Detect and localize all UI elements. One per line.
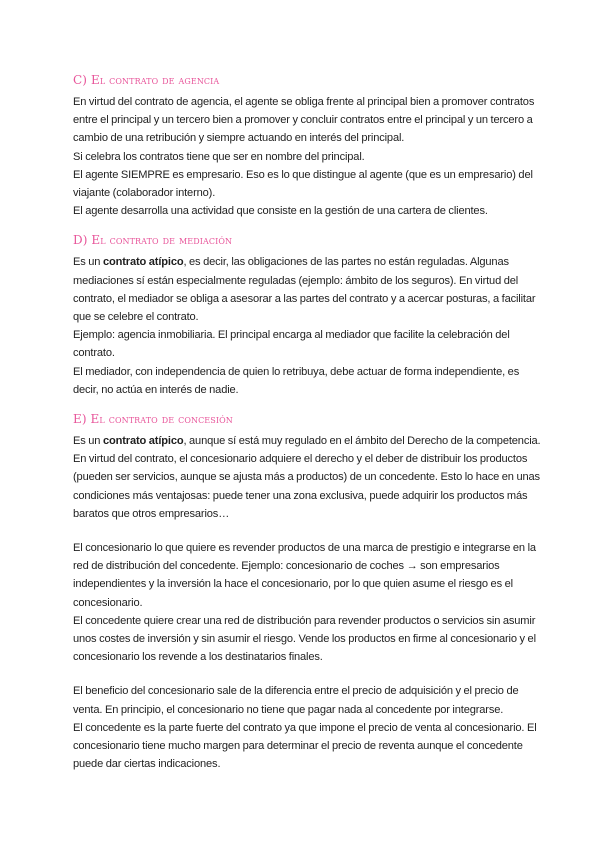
text-run: , es decir, las obligaciones de las partes no están reguladas. Algunas mediaciones sí están especialmente reguladas (ejemplo: ámbito de los seguros). En virtud del contrato, el mediador se obliga a asesorar a las partes del contrato y a acercar posturas, a facilitar que se celebre el contrato. — [73, 256, 536, 324]
paragraph: En virtud del contrato de agencia, el agente se obliga frente al principal bien a promover contratos entre el principal y un tercero bien a promover y concluir contratos entre el principal y un tercero a cambio de una retribución y siempre actuando en interés del principal. — [73, 96, 535, 145]
text-run: Es un — [73, 256, 103, 269]
paragraph: El agente desarrolla una actividad que consiste en la gestión de una cartera de clientes. — [73, 205, 488, 218]
paragraph: El agente SIEMPRE es empresario. Eso es lo que distingue al agente (que es un empresario) del viajante (colaborador interno). — [73, 168, 533, 200]
bold-term: contrato atípico — [102, 256, 184, 269]
text-run: Es un — [73, 435, 103, 448]
paragraph — [73, 432, 544, 523]
paragraph: El concedente es la parte fuerte del contrato ya que impone el precio de venta al concesionario. El concesionario tiene mucho margen para determinar el precio de reventa aunque el concedente puede dar ciertas indicaciones. — [73, 721, 537, 771]
paragraph: El concesionario lo que quiere es revender productos de una marca de prestigio e integrarse en la red de distribución del concedente. Ejemplo: concesionario de coches → son empresarios independientes y la inversión la hace el concesionario, por lo que quien asume el riesgo es el concesionario. — [73, 542, 536, 609]
section-heading: C) El contrato de agencia — [73, 73, 220, 87]
section-concesion — [73, 410, 544, 773]
text-run: , aunque sí está muy regulado en el ámbito del Derecho de la competencia. En virtud del contrato, el concesionario adquiere el derecho y el deber de distribuir los productos (pueden ser servicios, aunque se ajusta más a productos) de un concedente. Esto lo hace en unas condiciones más ventajosas: puede tener una zona exclusiva, puede adquirir los productos más baratos que otros empresarios… — [73, 435, 541, 520]
paragraph: Ejemplo: agencia inmobiliaria. El principal encarga al mediador que facilite la celebración del contrato. — [73, 329, 510, 360]
section-agencia — [73, 71, 544, 220]
paragraph: El mediador, con independencia de quien lo retribuya, debe actuar de forma independiente, es decir, no actúa en interés de nadie. — [73, 365, 520, 396]
paragraph: El beneficio del concesionario sale de la diferencia entre el precio de adquisición y el precio de venta. En principio, el concesionario no tiene que pagar nada al concedente por integrarse. — [73, 685, 519, 716]
section-mediacion — [73, 231, 544, 399]
paragraph — [73, 253, 544, 326]
paragraph: Si celebra los contratos tiene que ser en nombre del principal. — [73, 150, 365, 163]
bold-term: contrato atípico — [102, 435, 184, 448]
section-heading: E) El contrato de concesión — [73, 412, 233, 427]
paragraph: El concedente quiere crear una red de distribución para revender productos o servicios sin asumir unos costes de inversión y sin asumir el riesgo. Vende los productos en firme al concesionario y el concesionario los revende a los destinatarios finales. — [73, 614, 536, 664]
section-heading: D) El contrato de mediación — [73, 233, 233, 248]
